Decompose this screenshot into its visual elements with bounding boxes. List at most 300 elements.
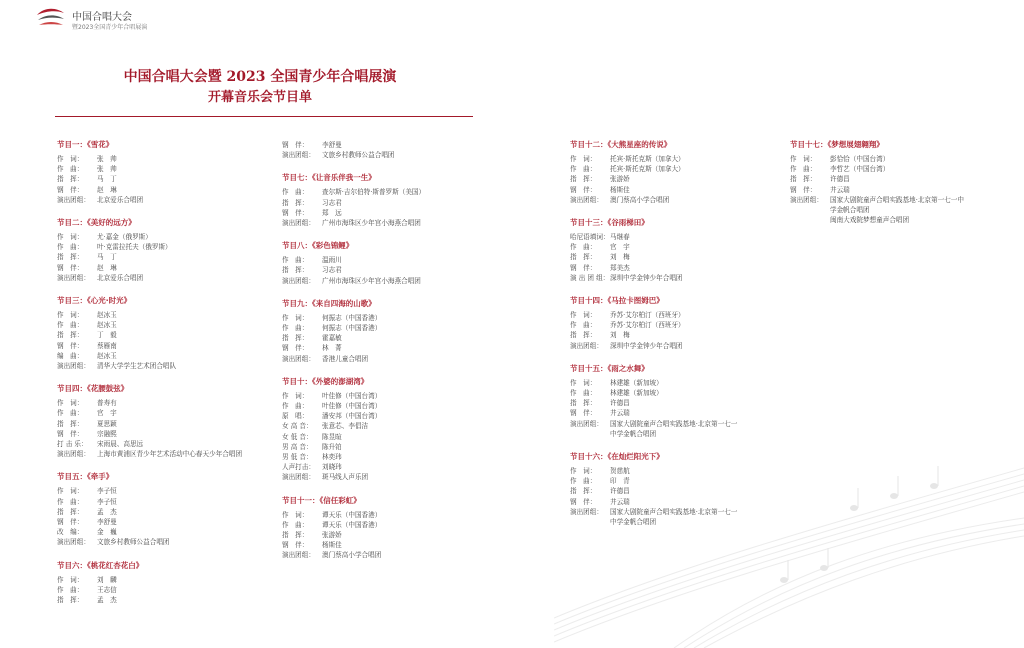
credit-role: 作 曲： — [282, 256, 309, 265]
program-title: 节目十二：《大熊星座的传说》 — [570, 140, 672, 149]
credit-line — [57, 486, 267, 496]
credit-line — [282, 150, 492, 160]
credit-role: 哈尼语填词： — [570, 233, 610, 242]
program-title: 节目十三：《谷雨梯田》 — [570, 218, 649, 228]
credit-role: 钢 伴： — [570, 409, 597, 418]
credit-line — [57, 585, 267, 595]
credit-role: 钢 伴： — [57, 263, 84, 272]
credit-value: 托宾·斯托克斯（加拿大） — [610, 155, 685, 163]
credit-value: 习志君 — [322, 266, 342, 275]
credit-line — [282, 510, 492, 520]
credit-role: 指 挥： — [282, 266, 309, 275]
program-column-2 — [282, 140, 492, 574]
credit-line — [57, 154, 267, 164]
credit-value: 张 帅 — [97, 165, 117, 174]
credit-role: 作 曲： — [282, 188, 309, 197]
credit-role: 指 挥： — [570, 175, 597, 184]
credit-value: 斑马线人声乐团 — [322, 473, 369, 482]
credit-line — [57, 595, 267, 605]
credit-value: 林建雄（新加坡） — [610, 389, 663, 398]
credit-line — [282, 421, 492, 431]
credit-role: 指 挥： — [570, 331, 597, 340]
program-title: 节目五：《牵手》 — [57, 472, 114, 482]
credit-value: 清华大学学生艺术团合唱队 — [97, 362, 177, 371]
credit-line — [790, 154, 1000, 164]
credit-value: 彭恰恰（中国台湾） — [830, 155, 890, 163]
credit-role: 钢 伴： — [570, 185, 597, 194]
program-title: 节目十四：《马拉卡图姆巴》 — [570, 296, 664, 306]
credit-line — [57, 164, 267, 174]
credit-role: 编 曲： — [57, 351, 84, 360]
credit-line — [570, 517, 780, 527]
logo-name: 中国合唱大会 — [72, 12, 132, 23]
credit-role: 演出团组： — [570, 419, 603, 428]
credit-value: 郑美杰 — [610, 263, 630, 272]
credit-role: 指 挥： — [282, 334, 309, 343]
credit-line — [57, 330, 267, 340]
credit-line — [282, 323, 492, 333]
program-column-1 — [57, 140, 267, 618]
credit-role: 作 曲： — [57, 243, 84, 252]
credit-line — [282, 391, 492, 401]
credit-role: 指 挥： — [57, 331, 84, 340]
credit-value: 杨斯佳 — [322, 541, 342, 550]
credit-role: 演出团组： — [57, 273, 90, 282]
credit-line — [790, 174, 1000, 184]
program-entry — [282, 241, 492, 286]
credit-value: 何振志（中国香港） — [322, 324, 382, 333]
credit-role: 钢 伴： — [282, 541, 309, 550]
credit-role: 演出团组： — [282, 551, 315, 560]
credit-role: 指 挥： — [570, 487, 597, 496]
credit-value: 陈昱暄 — [322, 432, 342, 441]
credit-role: 女 高 音： — [282, 422, 313, 431]
program-title: 节目三：《心光·时光》 — [57, 296, 132, 306]
program-title: 节目一：《雪花》 — [57, 140, 114, 149]
credit-value: 刘 梅 — [610, 331, 630, 340]
credit-line — [790, 164, 1000, 174]
credit-value: 李舒曼 — [322, 141, 342, 149]
credit-line — [570, 388, 780, 398]
credit-role: 作 曲： — [570, 389, 597, 398]
program-entry — [57, 140, 267, 205]
credit-value: 李子恒 — [97, 487, 117, 496]
program-entry — [282, 377, 492, 483]
credit-line — [790, 185, 1000, 195]
credit-line — [282, 354, 492, 364]
credit-role: 指 挥： — [57, 253, 84, 262]
logo-subtitle: 暨2023全国青少年合唱展演 — [72, 24, 148, 31]
credit-value: 文旅乡村教师公益合唱团 — [322, 151, 395, 160]
credit-line — [57, 174, 267, 184]
credit-line — [790, 215, 1000, 225]
credit-role: 演出团组： — [57, 362, 90, 371]
credit-role: 演出团组： — [57, 538, 90, 547]
credit-value: 叶·克雷拉托夫（俄罗斯） — [97, 243, 172, 252]
credit-role: 指 挥： — [570, 253, 597, 262]
credit-line — [282, 276, 492, 286]
credit-line — [57, 320, 267, 330]
credit-line — [57, 252, 267, 262]
credit-value: 习志君 — [322, 198, 342, 207]
credit-value: 赵冰玉 — [97, 311, 117, 320]
credit-line — [790, 205, 1000, 215]
credit-role: 作 曲： — [57, 321, 84, 330]
program-title: 节目四：《花腰鼓弦》 — [57, 384, 129, 394]
credit-value: 杨斯佳 — [610, 185, 630, 194]
credit-value: 孟 杰 — [97, 507, 117, 516]
credit-role: 作 词： — [282, 391, 309, 400]
credit-value: 金 巍 — [97, 528, 117, 537]
credit-value: 深圳中学金钟少年合唱团 — [610, 341, 683, 350]
credit-role: 人声打击： — [282, 463, 315, 472]
program-title: 节目七：《让音乐伴我一生》 — [282, 173, 376, 183]
credit-value: 赵冰玉 — [97, 351, 117, 360]
program-entry — [790, 140, 1000, 225]
credit-line — [57, 575, 267, 585]
credit-role: 演 出 团 组： — [570, 273, 610, 282]
credit-value: 查尔斯·吉尔伯特·斯普罗斯（美国） — [322, 188, 426, 197]
credit-line — [570, 341, 780, 351]
credit-line — [570, 263, 780, 273]
credit-value: 尤·嘉金（俄罗斯） — [97, 233, 152, 242]
program-entry — [570, 296, 780, 351]
credit-line — [282, 472, 492, 482]
credit-value: 孟 杰 — [97, 596, 117, 605]
credit-value: 国家大剧院童声合唱实践基地·北京第一七一 — [610, 507, 738, 516]
credit-line — [282, 442, 492, 452]
credit-role: 作 曲： — [570, 321, 597, 330]
credit-line — [282, 540, 492, 550]
credit-line — [570, 320, 780, 330]
program-entry — [282, 299, 492, 364]
credit-line — [570, 154, 780, 164]
credit-line — [570, 273, 780, 283]
credit-role: 钢 伴： — [282, 208, 309, 217]
program-entry — [57, 384, 267, 459]
credit-role: 作 词： — [57, 487, 84, 496]
credit-value: 马 丁 — [97, 253, 117, 262]
credit-value: 广州市海珠区少年宫小海燕合唱团 — [322, 276, 421, 285]
credit-line — [57, 537, 267, 547]
credit-line — [282, 432, 492, 442]
credit-value: 澳门蔡高小学合唱团 — [610, 195, 670, 204]
credit-role: 作 曲： — [570, 243, 597, 252]
credit-role: 男 高 音： — [282, 442, 313, 451]
credit-value: 叶佳修（中国台湾） — [322, 391, 382, 400]
credit-role: 钢 伴： — [282, 141, 309, 149]
page-subtitle: 开幕音乐会节目单 — [207, 90, 312, 105]
credit-role: 作 词： — [57, 155, 84, 163]
credit-line — [57, 263, 267, 273]
credit-role: 钢 伴： — [57, 341, 84, 350]
program-entry — [57, 296, 267, 371]
credit-line — [790, 195, 1000, 205]
program-title: 节目八：《彩色锦鲤》 — [282, 241, 354, 251]
credit-value: 蔡雁南 — [97, 341, 117, 350]
credit-line — [570, 185, 780, 195]
credit-value: 李舒曼 — [97, 518, 117, 527]
credit-role: 指 挥： — [57, 596, 84, 605]
credit-value: 普寿有 — [97, 399, 117, 408]
credit-line — [570, 242, 780, 252]
credit-role: 作 曲： — [57, 497, 84, 506]
credit-role: 演出团组： — [282, 354, 315, 363]
credit-line — [57, 273, 267, 283]
credit-role: 作 曲： — [282, 520, 309, 529]
credit-role: 打 击 乐： — [57, 440, 88, 449]
credit-value: 国家大剧院童声合唱实践基地·北京第一七一中 — [830, 195, 964, 204]
credit-line — [57, 351, 267, 361]
credit-role: 作 曲： — [790, 165, 817, 174]
program-title: 节目二：《美好的远方》 — [57, 218, 136, 228]
credit-line — [57, 195, 267, 205]
credit-value: 官 宇 — [610, 243, 630, 252]
credit-role: 钢 伴： — [57, 185, 84, 194]
credit-role: 演出团组： — [57, 195, 90, 204]
credit-line — [570, 252, 780, 262]
credit-value: 香港儿童合唱团 — [322, 354, 369, 363]
credit-value: 中学金帆合唱团 — [610, 429, 657, 438]
program-entry — [282, 496, 492, 561]
credit-role: 作 词： — [282, 510, 309, 519]
credit-role: 演出团组： — [570, 341, 603, 350]
credit-role: 作 词： — [570, 467, 597, 476]
credit-line — [57, 232, 267, 242]
credit-line — [570, 195, 780, 205]
credit-value: 夏思颖 — [97, 419, 117, 428]
credit-value: 郑 远 — [322, 208, 342, 217]
program-entry — [282, 173, 492, 228]
credit-role: 作 曲： — [282, 324, 309, 333]
credit-line — [570, 232, 780, 242]
program-entry — [570, 364, 780, 439]
credit-value: 乔苏·艾尔柏汀（西班牙） — [610, 311, 685, 320]
credit-value: 王志信 — [97, 585, 117, 594]
credit-value: 李子恒 — [97, 497, 117, 506]
title-divider — [55, 116, 473, 117]
program-column-4 — [790, 140, 1000, 238]
credit-line — [282, 333, 492, 343]
credit-role: 女 低 音： — [282, 432, 313, 441]
program-title: 节目十六：《在灿烂阳光下》 — [570, 452, 664, 462]
credit-value: 张 帅 — [97, 155, 117, 163]
credit-role: 作 曲： — [570, 477, 597, 486]
credit-line — [282, 198, 492, 208]
credit-role: 作 词： — [790, 155, 817, 163]
credit-value: 丁 毅 — [97, 331, 117, 340]
credit-line — [57, 242, 267, 252]
credit-value: 张游娇 — [610, 175, 630, 184]
credit-role: 演出团组： — [282, 473, 315, 482]
credit-line — [57, 439, 267, 449]
credit-line — [57, 517, 267, 527]
program-entry-continued — [282, 140, 492, 160]
program-title: 节目六：《桃花红杏花白》 — [57, 560, 144, 570]
credit-value: 李哲艺（中国台湾） — [830, 165, 890, 174]
credit-value: 何振志（中国香港） — [322, 313, 382, 322]
credit-role: 演出团组： — [57, 450, 90, 459]
credit-value: 赵 琳 — [97, 263, 117, 272]
credit-line — [282, 401, 492, 411]
credit-line — [570, 486, 780, 496]
credit-line — [282, 218, 492, 228]
credit-value: 谭天乐（中国香港） — [322, 520, 382, 529]
credit-value: 刘 梅 — [610, 253, 630, 262]
credit-line — [570, 164, 780, 174]
program-title: 节目十五：《雨之水舞》 — [570, 363, 649, 373]
credit-value: 许德昌 — [610, 487, 630, 496]
credit-value: 澳门蔡高小学合唱团 — [322, 551, 382, 560]
credit-line — [57, 419, 267, 429]
credit-line — [570, 419, 780, 429]
program-title: 节目十一：《信任彩虹》 — [282, 495, 361, 505]
credit-line — [570, 330, 780, 340]
credit-value: 温雨川 — [322, 256, 342, 265]
credit-role: 演出团组： — [282, 219, 315, 228]
credit-line — [57, 429, 267, 439]
credit-line — [282, 140, 492, 150]
credit-role: 作 词： — [57, 311, 84, 320]
credit-line — [282, 452, 492, 462]
program-entry — [57, 472, 267, 547]
credit-role: 演出团组： — [282, 276, 315, 285]
credit-role: 指 挥： — [570, 399, 597, 408]
credit-value: 中学金帆合唱团 — [610, 518, 657, 527]
credit-role: 钢 伴： — [570, 263, 597, 272]
credit-value: 刘晓玮 — [322, 463, 342, 472]
credit-line — [282, 530, 492, 540]
program-column-3 — [570, 140, 780, 540]
credit-value: 官 宇 — [97, 409, 117, 418]
credit-role: 指 挥： — [282, 198, 309, 207]
credit-role: 作 词： — [57, 233, 84, 242]
credit-value: 托宾·斯托克斯（加拿大） — [610, 165, 685, 174]
credit-value: 广州市海珠区少年宫小海燕合唱团 — [322, 219, 421, 228]
credit-value: 井云瑞 — [610, 497, 630, 506]
credit-role: 作 词： — [57, 399, 84, 408]
credit-value: 张游娇 — [322, 531, 342, 540]
credit-value: 宋雨晨、高思远 — [97, 440, 144, 449]
program-entry — [570, 452, 780, 527]
credit-role: 作 曲： — [570, 165, 597, 174]
credit-line — [57, 507, 267, 517]
credit-line — [57, 497, 267, 507]
credit-line — [282, 313, 492, 323]
credit-line — [57, 185, 267, 195]
credit-line — [282, 411, 492, 421]
credit-role: 指 挥： — [57, 419, 84, 428]
credit-value: 国家大剧院童声合唱实践基地·北京第一七一 — [610, 419, 738, 428]
credit-role: 指 挥： — [57, 507, 84, 516]
program-entry — [57, 218, 267, 283]
credit-line — [570, 174, 780, 184]
credit-role: 作 词： — [282, 313, 309, 322]
credit-role: 指 挥： — [57, 175, 84, 184]
credit-role: 钢 伴： — [57, 518, 84, 527]
credit-value: 北京爱乐合唱团 — [97, 273, 144, 282]
credit-line — [57, 408, 267, 418]
credit-value: 宗融熙 — [97, 429, 117, 438]
credit-role: 作 曲： — [282, 402, 309, 411]
credit-role: 作 词： — [570, 378, 597, 387]
credit-value: 北京爱乐合唱团 — [97, 195, 144, 204]
credit-value: 学金帆合唱团 — [830, 206, 870, 215]
credit-line — [282, 520, 492, 530]
credit-value: 贺慈航 — [610, 467, 630, 476]
credit-value: 赵 琳 — [97, 185, 117, 194]
credit-role: 男 低 音： — [282, 453, 313, 462]
credit-line — [282, 208, 492, 218]
credit-line — [570, 507, 780, 517]
program-entry — [57, 561, 267, 606]
credit-role: 作 词： — [570, 155, 597, 163]
credit-value: 张意芯、李倡洁 — [322, 422, 369, 431]
credit-value: 乔苏·艾尔柏汀（西班牙） — [610, 321, 685, 330]
credit-line — [57, 361, 267, 371]
credit-role: 钢 伴： — [282, 344, 309, 353]
credit-role: 改 编： — [57, 528, 84, 537]
credit-value: 赵冰玉 — [97, 321, 117, 330]
credit-line — [282, 343, 492, 353]
program-title: 节目十七：《梦想展翅翱翔》 — [790, 140, 884, 149]
credit-value: 井云瑞 — [830, 185, 850, 194]
credit-role: 演出团组： — [282, 151, 315, 160]
credit-role: 原 唱： — [282, 412, 309, 421]
credit-line — [282, 255, 492, 265]
credit-value: 文旅乡村教师公益合唱团 — [97, 538, 170, 547]
credit-line — [282, 550, 492, 560]
credit-line — [570, 466, 780, 476]
credit-line — [570, 497, 780, 507]
credit-role: 演出团组： — [790, 195, 823, 204]
credit-value: 叶佳修（中国台湾） — [322, 402, 382, 411]
credit-role: 作 曲： — [57, 585, 84, 594]
credit-line — [570, 378, 780, 388]
credit-role: 作 曲： — [57, 409, 84, 418]
credit-value: 林建雄（新加坡） — [610, 378, 663, 387]
credit-value: 许德昌 — [610, 399, 630, 408]
choir-logo-icon — [34, 6, 68, 32]
credit-role: 作 词： — [570, 311, 597, 320]
page-title: 中国合唱大会暨 2023 全国青少年合唱展演 — [123, 69, 397, 85]
credit-value: 潘安邦（中国台湾） — [322, 412, 382, 421]
credit-line — [570, 408, 780, 418]
credit-line — [570, 476, 780, 486]
credit-line — [570, 429, 780, 439]
credit-value: 陈升铂 — [322, 442, 342, 451]
credit-line — [282, 187, 492, 197]
credit-line — [570, 310, 780, 320]
credit-value: 林 菁 — [322, 344, 342, 353]
credit-role: 演出团组： — [570, 195, 603, 204]
credit-value: 许德昌 — [830, 175, 850, 184]
program-entry — [570, 140, 780, 205]
credit-line — [57, 341, 267, 351]
program-entry — [570, 218, 780, 283]
credit-value: 谭天乐（中国香港） — [322, 510, 382, 519]
credit-role: 作 词： — [57, 575, 84, 584]
credit-line — [570, 398, 780, 408]
credit-line — [57, 310, 267, 320]
credit-value: 刘 麟 — [97, 575, 117, 584]
credit-line — [282, 265, 492, 275]
credit-value: 印 青 — [610, 477, 630, 486]
program-title: 节目九：《来自四海的山歌》 — [282, 298, 376, 308]
credit-line — [57, 449, 267, 459]
credit-role: 钢 伴： — [790, 185, 817, 194]
credit-line — [282, 462, 492, 472]
